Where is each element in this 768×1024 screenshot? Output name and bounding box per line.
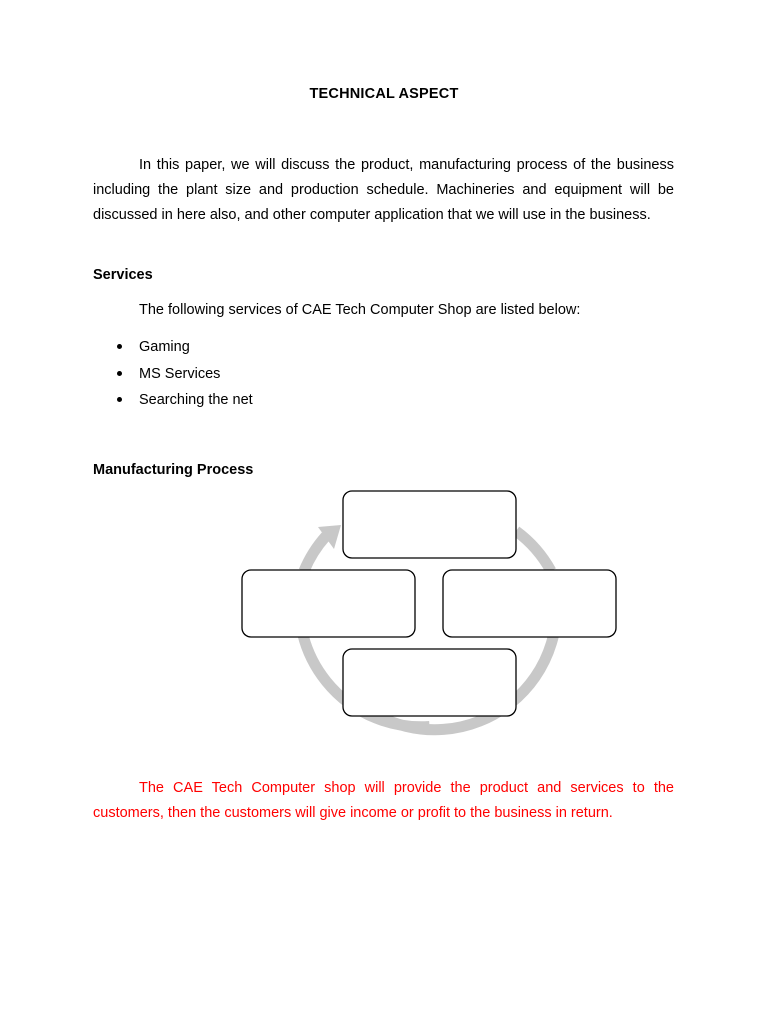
process-box-top (343, 491, 516, 558)
manufacturing-heading: Manufacturing Process (93, 462, 254, 478)
services-list (93, 337, 253, 417)
cycle-arrowhead-icon (318, 525, 341, 549)
bullet-icon (117, 344, 122, 349)
list-item-label: Gaming (139, 339, 190, 355)
process-box-left (242, 570, 415, 637)
services-heading: Services (93, 267, 153, 283)
services-lead-text: The following services of CAE Tech Computer Shop are listed below: (139, 302, 581, 318)
bullet-icon (117, 397, 122, 402)
list-item (93, 390, 253, 417)
intro-paragraph: In this paper, we will discuss the product, manufacturing process of the business including the plant size and production schedule. Machineries and equipment will be discussed in here also, and other computer application that we will use in the business. (93, 157, 674, 223)
list-item-label: MS Services (139, 365, 221, 382)
process-box-right (443, 570, 616, 637)
page-title: TECHNICAL ASPECT (309, 86, 459, 102)
list-item (93, 364, 253, 391)
process-box-bottom (343, 649, 516, 716)
closing-paragraph: The CAE Tech Computer shop will provide the product and services to the customers, then the customers will give income or profit to the business in return. (93, 780, 674, 821)
cycle-arrow-upper-right (516, 531, 551, 571)
cycle-arrow-upper-left (304, 536, 326, 571)
list-item-label: Searching the net (139, 392, 253, 408)
list-item (93, 337, 253, 364)
bullet-icon (117, 371, 122, 376)
